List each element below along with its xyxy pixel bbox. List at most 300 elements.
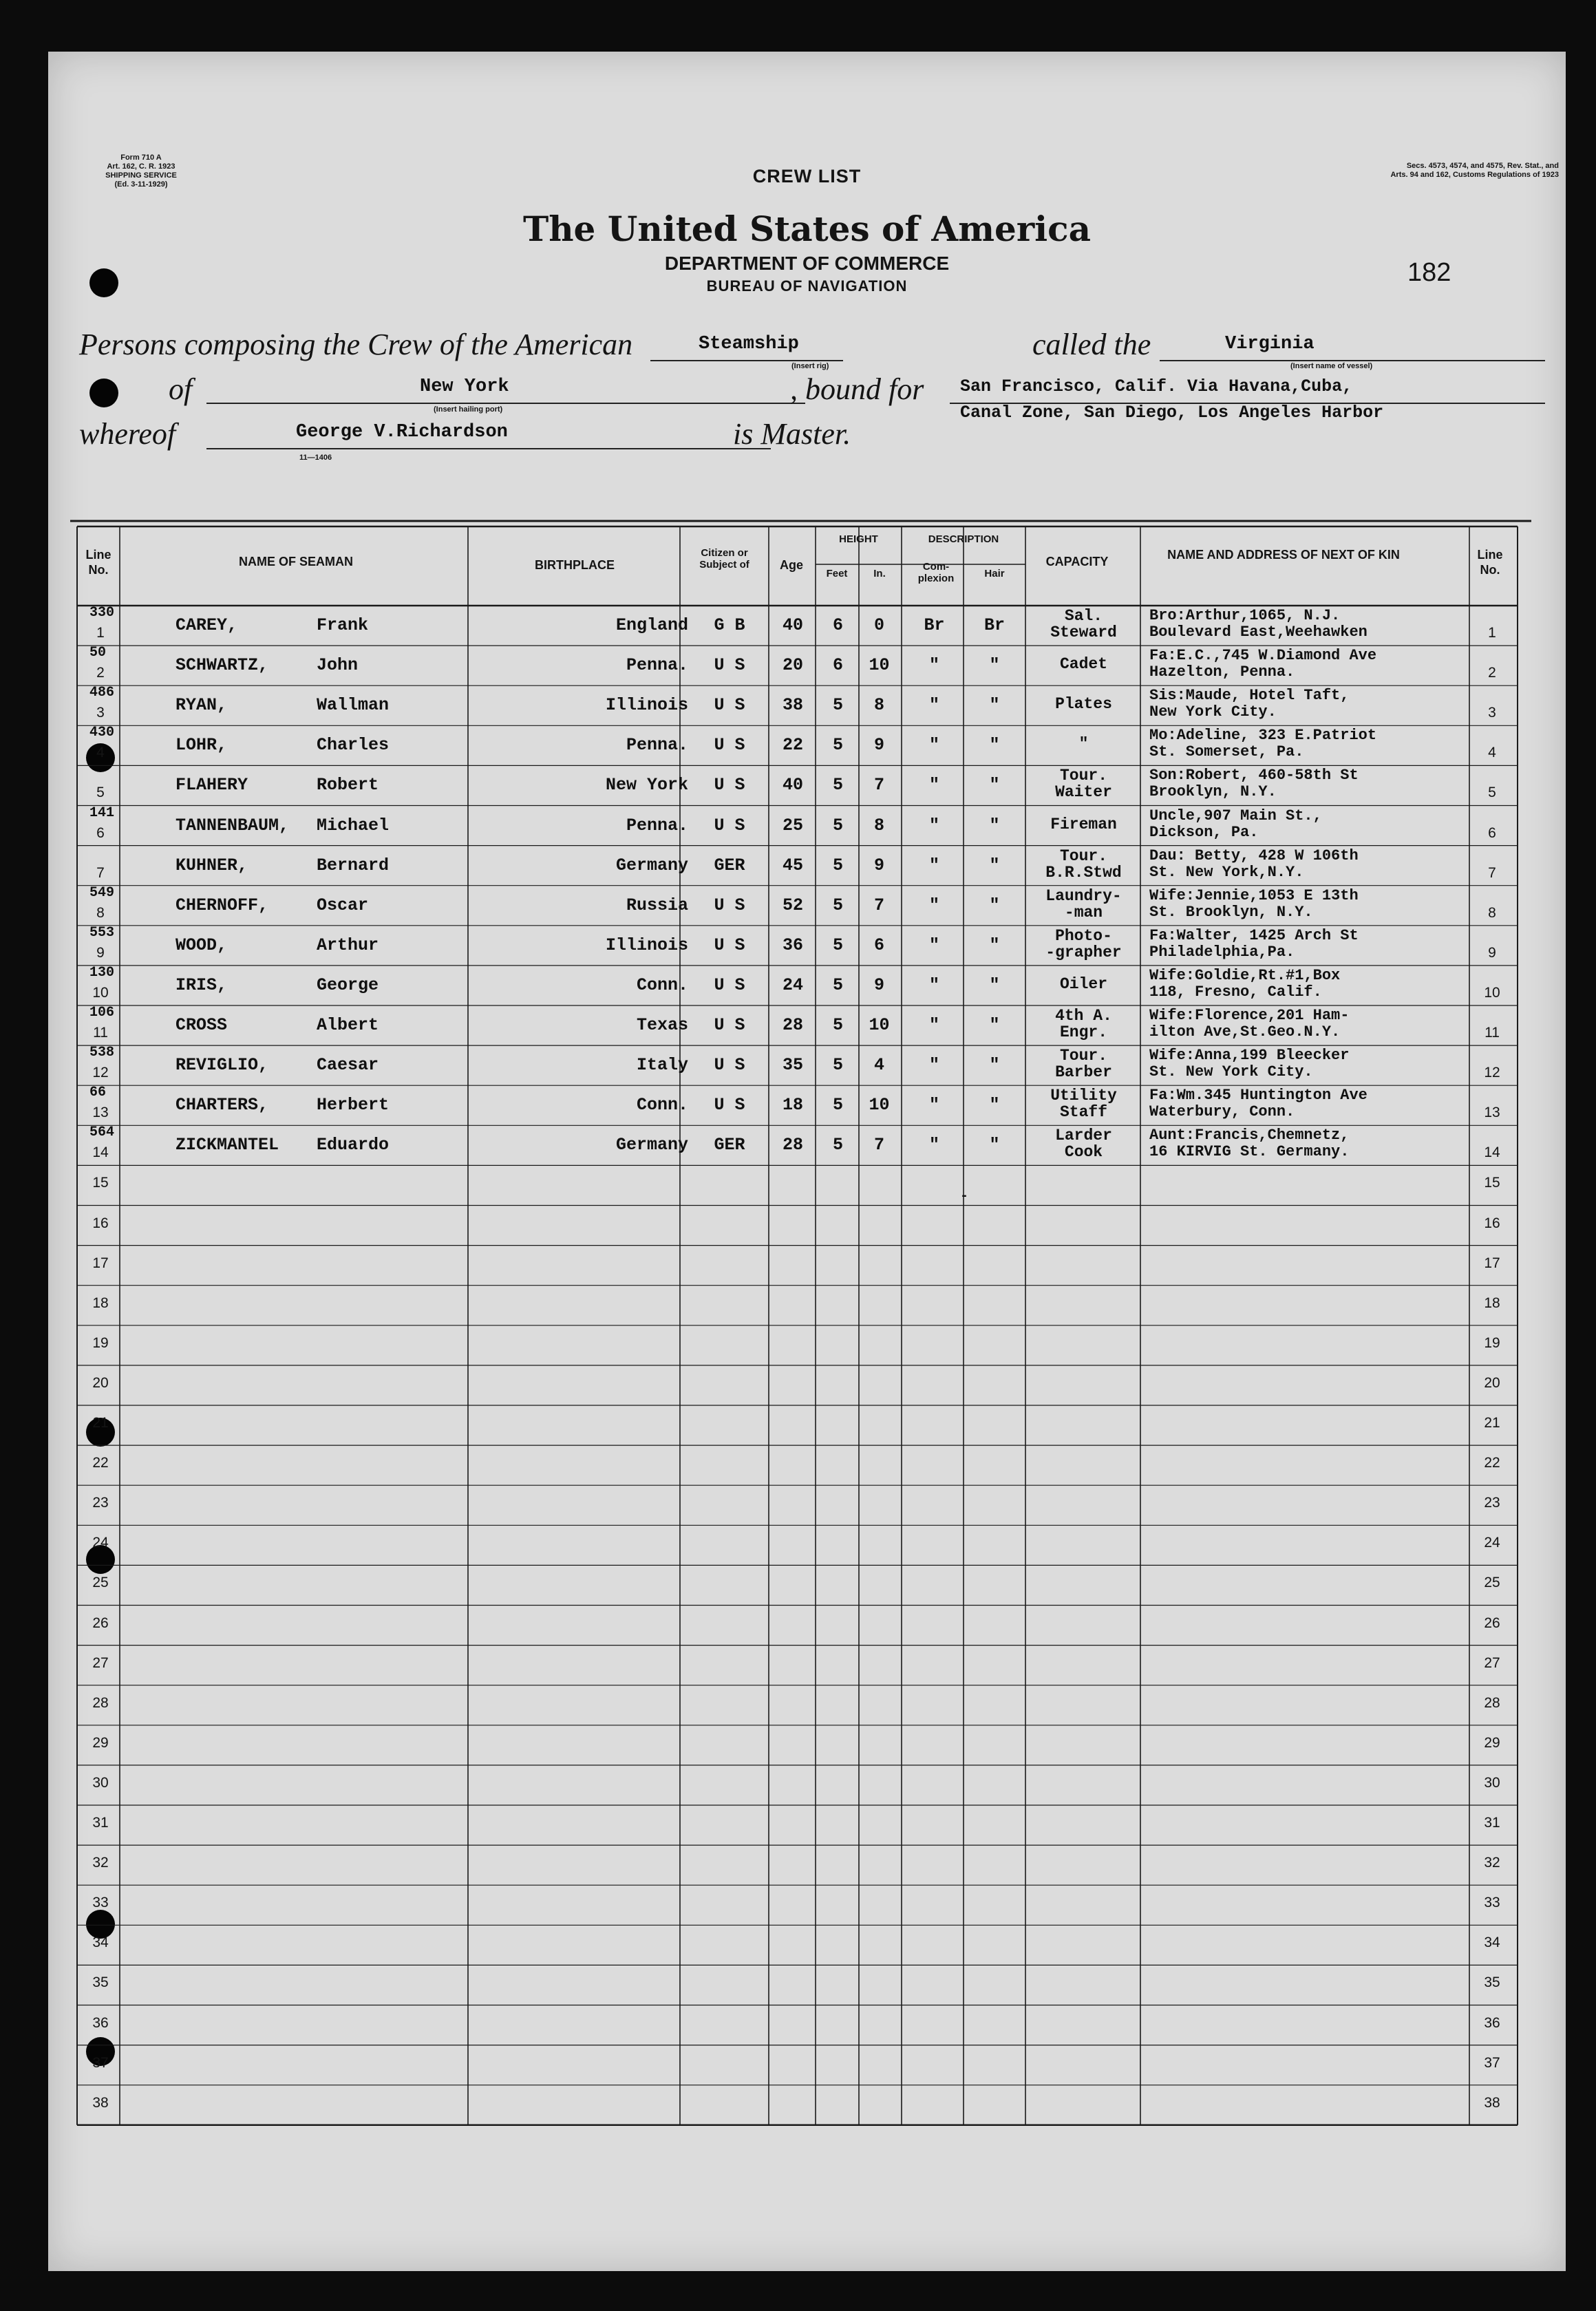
capacity: Laundry- bbox=[1045, 886, 1122, 905]
line-number-left: 16 bbox=[92, 1215, 109, 1231]
master-underline bbox=[206, 448, 771, 449]
col-header-line-no: Line No. bbox=[85, 548, 111, 577]
height-inches: 4 bbox=[873, 1055, 884, 1076]
next-of-kin: St. New York,N.Y. bbox=[1149, 863, 1304, 881]
next-of-kin: New York City. bbox=[1149, 703, 1277, 721]
height-inches: 7 bbox=[873, 775, 884, 796]
capacity: Steward bbox=[1050, 624, 1117, 641]
line-number-left: 22 bbox=[92, 1455, 109, 1471]
citizen: G B bbox=[714, 615, 745, 635]
rig-hint: (Insert rig) bbox=[791, 362, 829, 370]
seaman-given-name: Michael bbox=[317, 815, 390, 835]
vessel-hint: (Insert name of vessel) bbox=[1290, 362, 1373, 370]
age: 40 bbox=[782, 615, 803, 635]
citizen: U S bbox=[714, 775, 745, 796]
destination-line-1: San Francisco, Calif. Via Havana,Cuba, bbox=[960, 376, 1353, 396]
destination-line-2: Canal Zone, San Diego, Los Angeles Harbor bbox=[960, 403, 1384, 423]
age: 38 bbox=[782, 695, 803, 716]
height-feet: 5 bbox=[832, 1055, 843, 1076]
capacity: Tour. bbox=[1059, 767, 1107, 785]
seaman-surname: REVIGLIO, bbox=[175, 1055, 269, 1076]
line-number-right: 16 bbox=[1484, 1215, 1500, 1231]
height-feet: 5 bbox=[832, 815, 843, 835]
next-of-kin: Wife:Jennie,1053 E 13th bbox=[1149, 886, 1359, 904]
capacity: Utility bbox=[1050, 1087, 1117, 1105]
hair: " bbox=[989, 935, 1000, 955]
port-underline bbox=[206, 403, 805, 404]
complexion: " bbox=[928, 775, 939, 796]
next-of-kin: 16 KIRVIG St. Germany. bbox=[1149, 1143, 1350, 1161]
height-inches: 10 bbox=[869, 1015, 890, 1035]
capacity: 4th A. bbox=[1055, 1007, 1112, 1025]
line-number-right: 35 bbox=[1484, 1974, 1500, 1991]
height-feet: 5 bbox=[832, 735, 843, 756]
line-number-left: 32 bbox=[92, 1855, 109, 1871]
statute-reference: Secs. 4573, 4574, and 4575, Rev. Stat., and Arts. 94 and 162, Customs Regulations of 1923 bbox=[1390, 162, 1559, 179]
col-header-feet: Feet bbox=[826, 568, 848, 579]
line-number-left: 35 bbox=[92, 1974, 109, 1991]
capacity: Staff bbox=[1059, 1103, 1107, 1122]
line-number-left: 4 bbox=[96, 745, 105, 761]
line-number-left: 18 bbox=[92, 1295, 109, 1311]
punch-hole bbox=[89, 379, 118, 407]
line-number-left: 34 bbox=[92, 1935, 109, 1951]
capacity: Fireman bbox=[1050, 815, 1117, 833]
col-header-inches: In. bbox=[873, 568, 886, 579]
capacity: Cook bbox=[1064, 1143, 1103, 1162]
height-feet: 5 bbox=[832, 775, 843, 796]
height-feet: 6 bbox=[832, 615, 843, 635]
seaman-given-name: Albert bbox=[317, 1015, 379, 1035]
nation-heading: The United States of America bbox=[522, 209, 1092, 249]
citizen: U S bbox=[714, 1095, 745, 1116]
seaman-surname: KUHNER, bbox=[175, 855, 248, 875]
line-number-left: 36 bbox=[92, 2014, 109, 2031]
next-of-kin: Aunt:Francis,Chemnetz, bbox=[1149, 1127, 1350, 1144]
line-number-right: 29 bbox=[1484, 1734, 1500, 1751]
line-number-right: 19 bbox=[1484, 1334, 1500, 1351]
line-number-left: 24 bbox=[92, 1535, 109, 1551]
age: 20 bbox=[782, 655, 803, 676]
line-number-right: 10 bbox=[1484, 984, 1500, 1001]
capacity: Barber bbox=[1055, 1063, 1112, 1082]
height-inches: 10 bbox=[869, 655, 890, 676]
citizen: U S bbox=[714, 1015, 745, 1035]
seaman-given-name: Bernard bbox=[317, 855, 390, 875]
birthplace: Germany bbox=[615, 1135, 688, 1156]
line-number-right: 22 bbox=[1484, 1455, 1500, 1471]
col-header-hair: Hair bbox=[984, 568, 1005, 579]
complexion: " bbox=[928, 815, 939, 835]
seaman-surname: RYAN, bbox=[175, 695, 228, 716]
next-of-kin: Mo:Adeline, 323 E.Patriot bbox=[1149, 727, 1377, 745]
citizen: U S bbox=[714, 1055, 745, 1076]
height-inches: 7 bbox=[873, 1135, 884, 1156]
line-number-right: 8 bbox=[1488, 904, 1496, 921]
next-of-kin: Dau: Betty, 428 W 106th bbox=[1149, 846, 1359, 864]
citizen: U S bbox=[714, 655, 745, 676]
next-of-kin: Fa:E.C.,745 W.Diamond Ave bbox=[1149, 647, 1377, 665]
complexion: " bbox=[928, 1055, 939, 1076]
seaman-given-name: Caesar bbox=[317, 1055, 379, 1076]
complexion: " bbox=[928, 855, 939, 875]
seaman-surname: CHERNOFF, bbox=[175, 895, 269, 915]
birthplace: Penna. bbox=[626, 815, 688, 835]
line-number-right: 14 bbox=[1484, 1144, 1500, 1161]
hair: " bbox=[989, 815, 1000, 835]
hair: " bbox=[989, 1095, 1000, 1116]
seaman-surname: CROSS bbox=[175, 1015, 228, 1035]
line-number-right: 34 bbox=[1484, 1935, 1500, 1951]
next-of-kin: St. Brooklyn, N.Y. bbox=[1149, 903, 1313, 921]
crew-number: 430 bbox=[89, 725, 115, 741]
seaman-surname: CAREY, bbox=[175, 615, 238, 635]
line-number-right: 27 bbox=[1484, 1654, 1500, 1671]
line-number-right: 15 bbox=[1484, 1175, 1500, 1191]
citizen: U S bbox=[714, 975, 745, 995]
line-number-right: 37 bbox=[1484, 2054, 1500, 2071]
complexion: " bbox=[928, 1135, 939, 1156]
line-number-right: 12 bbox=[1484, 1065, 1500, 1081]
col-header-age: Age bbox=[779, 558, 803, 572]
seaman-given-name: Arthur bbox=[317, 935, 379, 955]
seaman-given-name: Wallman bbox=[317, 695, 390, 716]
age: 35 bbox=[782, 1055, 803, 1076]
seaman-given-name: George bbox=[317, 975, 379, 995]
line-number-left: 14 bbox=[92, 1144, 109, 1161]
crew-number: 66 bbox=[89, 1085, 107, 1101]
age: 28 bbox=[782, 1135, 803, 1156]
next-of-kin: Son:Robert, 460-58th St bbox=[1149, 767, 1359, 785]
line-number-left: 21 bbox=[92, 1415, 109, 1431]
line-number-right: 25 bbox=[1484, 1575, 1500, 1591]
seaman-given-name: Robert bbox=[317, 775, 379, 796]
line-number-right: 21 bbox=[1484, 1415, 1500, 1431]
preamble-master-label: is Master. bbox=[733, 417, 851, 451]
complexion: " bbox=[928, 935, 939, 955]
age: 45 bbox=[782, 855, 803, 875]
birthplace: England bbox=[615, 615, 688, 635]
capacity: Waiter bbox=[1055, 783, 1112, 802]
height-feet: 5 bbox=[832, 1095, 843, 1116]
vessel-underline bbox=[1160, 360, 1545, 361]
hair: " bbox=[989, 735, 1000, 756]
next-of-kin: Hazelton, Penna. bbox=[1149, 663, 1295, 681]
line-number-left: 8 bbox=[96, 904, 105, 921]
citizen: U S bbox=[714, 735, 745, 756]
line-number-left: 15 bbox=[92, 1175, 109, 1191]
birthplace: Illinois bbox=[605, 935, 688, 955]
next-of-kin: Uncle,907 Main St., bbox=[1149, 807, 1322, 824]
next-of-kin: Wife:Anna,199 Bleecker bbox=[1149, 1047, 1350, 1065]
document-title: CREW LIST bbox=[752, 166, 862, 187]
height-inches: 7 bbox=[873, 895, 884, 915]
next-of-kin: ilton Ave,St.Geo.N.Y. bbox=[1149, 1023, 1341, 1041]
hair: " bbox=[989, 975, 1000, 995]
preamble-line1-label: Persons composing the Crew of the American bbox=[79, 328, 633, 361]
height-inches: 0 bbox=[873, 615, 884, 635]
col-header-line-no-right: Line No. bbox=[1477, 548, 1503, 577]
citizen: GER bbox=[714, 855, 745, 875]
col-header-height: HEIGHT bbox=[839, 533, 878, 545]
next-of-kin: Fa:Wm.345 Huntington Ave bbox=[1149, 1087, 1368, 1105]
line-number-right: 36 bbox=[1484, 2014, 1500, 2031]
hair: " bbox=[989, 895, 1000, 915]
crew-number: 564 bbox=[89, 1125, 115, 1141]
height-inches: 9 bbox=[873, 975, 884, 995]
citizen: U S bbox=[714, 895, 745, 915]
line-number-right: 7 bbox=[1488, 864, 1496, 881]
next-of-kin: Philadelphia,Pa. bbox=[1149, 943, 1295, 961]
next-of-kin: St. Somerset, Pa. bbox=[1149, 743, 1304, 761]
complexion: " bbox=[928, 1095, 939, 1116]
next-of-kin: Sis:Maude, Hotel Taft, bbox=[1149, 687, 1350, 705]
age: 24 bbox=[782, 975, 803, 995]
line-number-left: 11 bbox=[93, 1025, 108, 1041]
seaman-given-name: John bbox=[317, 655, 359, 676]
birthplace: New York bbox=[605, 775, 688, 796]
capacity: Larder bbox=[1055, 1127, 1112, 1145]
seaman-given-name: Frank bbox=[317, 615, 369, 635]
hair: " bbox=[989, 655, 1000, 676]
next-of-kin: 118, Fresno, Calif. bbox=[1149, 983, 1322, 1001]
crew-list-document bbox=[48, 52, 1566, 2271]
line-number-right: 18 bbox=[1484, 1295, 1500, 1311]
line-number-left: 17 bbox=[92, 1255, 109, 1271]
vessel-value: Virginia bbox=[1225, 334, 1315, 354]
crew-number: 50 bbox=[89, 645, 107, 661]
height-feet: 5 bbox=[832, 1135, 843, 1156]
height-feet: 5 bbox=[832, 895, 843, 915]
line-number-right: 28 bbox=[1484, 1694, 1500, 1711]
hair: Br bbox=[983, 615, 1005, 635]
line-number-right: 1 bbox=[1488, 625, 1496, 641]
line-number-right: 20 bbox=[1484, 1374, 1500, 1391]
line-number-left: 7 bbox=[96, 864, 105, 881]
col-header-name: NAME OF SEAMAN bbox=[239, 555, 353, 568]
age: 28 bbox=[782, 1015, 803, 1035]
line-number-left: 25 bbox=[92, 1575, 109, 1591]
port-value: New York bbox=[420, 376, 509, 397]
line-number-left: 30 bbox=[92, 1774, 109, 1791]
complexion: " bbox=[928, 895, 939, 915]
crew-number: 549 bbox=[89, 884, 115, 901]
height-feet: 5 bbox=[832, 1015, 843, 1035]
line-number-right: 13 bbox=[1484, 1105, 1500, 1121]
birthplace: Penna. bbox=[626, 735, 688, 756]
line-number-left: 2 bbox=[96, 665, 105, 681]
line-number-left: 29 bbox=[92, 1734, 109, 1751]
citizen: U S bbox=[714, 815, 745, 835]
margin-mark: - bbox=[960, 1189, 969, 1204]
rig-value: Steamship bbox=[699, 334, 799, 354]
hair: " bbox=[989, 1055, 1000, 1076]
seaman-surname: WOOD, bbox=[175, 935, 228, 955]
crew-number: 486 bbox=[89, 685, 115, 701]
preamble-line2-label: of bbox=[169, 372, 193, 406]
line-number-right: 38 bbox=[1484, 2094, 1500, 2111]
complexion: " bbox=[928, 695, 939, 716]
height-feet: 5 bbox=[832, 695, 843, 716]
line-number-left: 26 bbox=[92, 1615, 109, 1631]
capacity: Plates bbox=[1055, 695, 1112, 714]
next-of-kin: Dickson, Pa. bbox=[1149, 823, 1259, 841]
col-header-citizen: Citizen or Subject of bbox=[699, 547, 749, 571]
line-number-left: 33 bbox=[92, 1895, 109, 1911]
line-number-right: 33 bbox=[1484, 1895, 1500, 1911]
seaman-given-name: Oscar bbox=[317, 895, 369, 915]
complexion: " bbox=[928, 655, 939, 676]
line-number-left: 23 bbox=[92, 1495, 109, 1511]
line-number-right: 9 bbox=[1488, 944, 1496, 961]
line-number-right: 26 bbox=[1484, 1615, 1500, 1631]
hair: " bbox=[989, 1015, 1000, 1035]
seaman-surname: SCHWARTZ, bbox=[175, 655, 269, 676]
age: 22 bbox=[782, 735, 803, 756]
line-number-right: 6 bbox=[1488, 824, 1496, 841]
birthplace: Germany bbox=[615, 855, 688, 875]
height-feet: 5 bbox=[832, 975, 843, 995]
rig-underline bbox=[650, 360, 843, 361]
next-of-kin: Brooklyn, N.Y. bbox=[1149, 783, 1277, 801]
height-inches: 8 bbox=[873, 815, 884, 835]
print-code: 11—1406 bbox=[299, 454, 332, 462]
birthplace: Conn. bbox=[636, 975, 688, 995]
line-number-left: 1 bbox=[96, 625, 105, 641]
seaman-surname: FLAHERY bbox=[175, 775, 248, 796]
birthplace: Texas bbox=[636, 1015, 688, 1035]
line-number-right: 23 bbox=[1484, 1495, 1500, 1511]
port-hint: (Insert hailing port) bbox=[434, 405, 503, 414]
preamble-called-label: called the bbox=[1032, 328, 1151, 361]
citizen: U S bbox=[714, 935, 745, 955]
age: 18 bbox=[782, 1095, 803, 1116]
capacity: Sal. bbox=[1064, 607, 1103, 625]
seaman-surname: TANNENBAUM, bbox=[175, 815, 290, 835]
hair: " bbox=[989, 855, 1000, 875]
seaman-given-name: Herbert bbox=[317, 1095, 390, 1116]
line-number-right: 17 bbox=[1484, 1255, 1500, 1271]
line-number-left: 12 bbox=[92, 1065, 109, 1081]
birthplace: Conn. bbox=[636, 1095, 688, 1116]
citizen: GER bbox=[714, 1135, 745, 1156]
line-number-right: 11 bbox=[1485, 1025, 1500, 1041]
department-heading: DEPARTMENT OF COMMERCE bbox=[664, 253, 950, 274]
crew-number: 330 bbox=[89, 605, 115, 621]
page-number: 182 bbox=[1407, 258, 1451, 287]
line-number-right: 4 bbox=[1488, 745, 1496, 761]
age: 40 bbox=[782, 775, 803, 796]
next-of-kin: Fa:Walter, 1425 Arch St bbox=[1149, 926, 1359, 944]
birthplace: Penna. bbox=[626, 655, 688, 676]
complexion: Br bbox=[924, 615, 945, 635]
capacity: Tour. bbox=[1059, 1047, 1107, 1065]
line-number-left: 27 bbox=[92, 1654, 109, 1671]
age: 25 bbox=[782, 815, 803, 835]
height-feet: 5 bbox=[832, 855, 843, 875]
complexion: " bbox=[928, 1015, 939, 1035]
form-code: Form 710 A Art. 162, C. R. 1923 SHIPPING SERVICE (Ed. 3-11-1929) bbox=[105, 153, 177, 189]
complexion: " bbox=[928, 735, 939, 756]
citizen: U S bbox=[714, 695, 745, 716]
capacity: Cadet bbox=[1059, 655, 1107, 674]
capacity: Engr. bbox=[1059, 1023, 1107, 1041]
birthplace: Russia bbox=[626, 895, 688, 915]
capacity: -grapher bbox=[1045, 943, 1122, 961]
seaman-surname: IRIS, bbox=[175, 975, 228, 995]
bureau-heading: BUREAU OF NAVIGATION bbox=[706, 277, 908, 295]
crew-number: 106 bbox=[89, 1005, 115, 1021]
line-number-left: 20 bbox=[92, 1374, 109, 1391]
preamble-line3-label: whereof bbox=[79, 417, 176, 451]
line-number-right: 30 bbox=[1484, 1774, 1500, 1791]
capacity: " bbox=[1078, 735, 1089, 754]
capacity: Tour. bbox=[1059, 846, 1107, 865]
crew-number: 141 bbox=[89, 805, 115, 821]
crew-number: 553 bbox=[89, 924, 115, 941]
line-number-left: 9 bbox=[96, 944, 105, 961]
height-inches: 9 bbox=[873, 855, 884, 875]
capacity: -man bbox=[1064, 903, 1103, 922]
crew-number: 538 bbox=[89, 1045, 115, 1061]
height-inches: 10 bbox=[869, 1095, 890, 1116]
line-number-right: 32 bbox=[1484, 1855, 1500, 1871]
capacity: Photo- bbox=[1055, 926, 1112, 945]
line-number-right: 5 bbox=[1488, 785, 1496, 801]
line-number-left: 37 bbox=[92, 2054, 109, 2071]
crew-number: 130 bbox=[89, 964, 115, 981]
line-number-left: 28 bbox=[92, 1694, 109, 1711]
height-feet: 6 bbox=[832, 655, 843, 676]
height-feet: 5 bbox=[832, 935, 843, 955]
line-number-left: 31 bbox=[92, 1815, 109, 1831]
line-number-left: 38 bbox=[92, 2094, 109, 2111]
col-header-kin: NAME AND ADDRESS OF NEXT OF KIN bbox=[1167, 548, 1400, 562]
col-header-complexion: Com- plexion bbox=[917, 561, 955, 584]
line-number-right: 31 bbox=[1484, 1815, 1500, 1831]
col-header-description: DESCRIPTION bbox=[928, 533, 999, 545]
next-of-kin: Bro:Arthur,1065, N.J. bbox=[1149, 607, 1341, 624]
seaman-surname: CHARTERS, bbox=[175, 1095, 269, 1116]
seaman-given-name: Charles bbox=[317, 735, 390, 756]
height-inches: 6 bbox=[873, 935, 884, 955]
preamble-bound-label: , bound for bbox=[790, 372, 924, 406]
seaman-surname: ZICKMANTEL bbox=[175, 1135, 279, 1156]
next-of-kin: St. New York City. bbox=[1149, 1063, 1313, 1081]
line-number-left: 5 bbox=[96, 785, 105, 801]
next-of-kin: Boulevard East,Weehawken bbox=[1149, 624, 1368, 641]
hair: " bbox=[989, 695, 1000, 716]
seaman-surname: LOHR, bbox=[175, 735, 228, 756]
line-number-right: 2 bbox=[1488, 665, 1496, 681]
line-number-left: 3 bbox=[96, 705, 105, 721]
age: 36 bbox=[782, 935, 803, 955]
line-number-left: 13 bbox=[92, 1105, 109, 1121]
next-of-kin: Wife:Florence,201 Ham- bbox=[1149, 1007, 1350, 1024]
line-number-left: 6 bbox=[96, 824, 105, 841]
line-number-left: 10 bbox=[92, 984, 109, 1001]
hair: " bbox=[989, 1135, 1000, 1156]
capacity: B.R.Stwd bbox=[1045, 863, 1122, 882]
line-number-right: 24 bbox=[1484, 1535, 1500, 1551]
height-inches: 9 bbox=[873, 735, 884, 756]
seaman-given-name: Eduardo bbox=[317, 1135, 390, 1156]
col-header-capacity: CAPACITY bbox=[1045, 555, 1109, 568]
birthplace: Illinois bbox=[605, 695, 688, 716]
next-of-kin: Wife:Goldie,Rt.#1,Box bbox=[1149, 966, 1341, 984]
capacity: Oiler bbox=[1059, 975, 1107, 993]
complexion: " bbox=[928, 975, 939, 995]
